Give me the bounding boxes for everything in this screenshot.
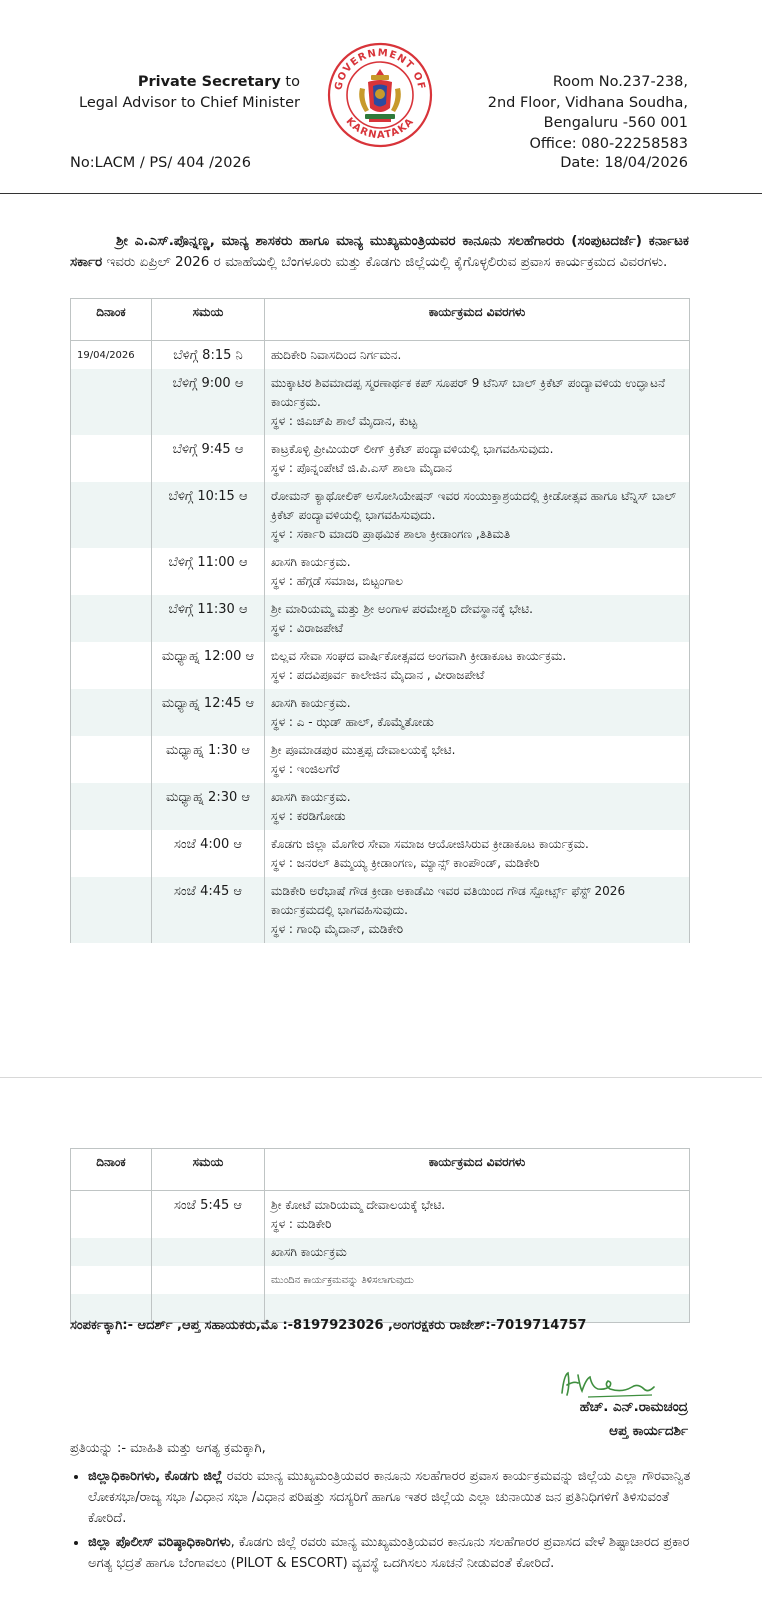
row-date	[71, 736, 152, 783]
recipient-name: ಜಿಲ್ಲಾ ಪೊಲೀಸ್ ವರಿಷ್ಠಾಧಿಕಾರಿಗಳು	[88, 1535, 231, 1550]
row-time: ಬೆಳಿಗ್ಗೆ 11:00 ಆ	[152, 548, 265, 595]
event-description: ಹುದಿಕೇರಿ ನಿವಾಸದಿಂದ ನಿರ್ಗಮನ.	[271, 348, 402, 362]
signatory-name: ಹೆಚ್. ಎನ್.ರಾಮಚಂದ್ರ	[579, 1399, 688, 1415]
row-time: ಮಧ್ಯಾಹ್ನ 1:30 ಆ	[152, 736, 265, 783]
schedule-row	[71, 341, 690, 370]
event-description: ಶ್ರೀ ಪೂಮಾಡಪುರ ಮುತ್ತಪ್ಪ ದೇವಾಲಯಕ್ಕೆ ಭೇಟಿ.	[271, 743, 456, 757]
row-date	[71, 1238, 152, 1266]
col-header-details: ಕಾರ್ಯಕ್ರಮದ ವಿವರಗಳು	[265, 299, 690, 341]
event-venue: ಸ್ಥಳ : ಪೊನ್ನಂಪೇಟೆ ಜಿ.ಪಿ.ಎಸ್ ಶಾಲಾ ಮೈದಾನ	[271, 461, 452, 475]
event-venue: ಸ್ಥಳ : ಮಡಿಕೇರಿ	[271, 1217, 332, 1231]
intro-dignitary: ಶ್ರೀ ಎ.ಎಸ್.ಪೊನ್ನಣ್ಣ, ಮಾನ್ಯ ಶಾಸಕರು ಹಾಗೂ ಮಾನ್ಯ ಮುಖ್ಯಮಂತ್ರಿಯವರ ಕಾನೂನು ಸಲಹೆಗಾರರು (ಸಂಪುಟದರ್ಜೆ) ಕರ್ನಾಟಕ ಸರ್ಕಾರ	[70, 233, 689, 270]
schedule-table-continued	[70, 1148, 690, 1323]
recipient-instruction: , ಕೊಡಗು ಜಿಲ್ಲೆ ರವರು ಮಾನ್ಯ ಮುಖ್ಯಮಂತ್ರಿಯವರ ಕಾನೂನು ಸಲಹೆಗಾರರ ಪ್ರವಾಸದ ವೇಳೆ ಶಿಷ್ಟಾಚಾರದ ಪ್ರಕಾರ ಅಗತ್ಯ ಭದ್ರತೆ ಹಾಗೂ ಬೆಂಗಾವಲು (PILOT & ESCORT) ವ್ಯವಸ್ಥೆ ಒದಗಿಸಲು ಸೂಚನೆ ನೀಡುವಂತೆ ಕೋರಿದೆ.	[88, 1535, 690, 1571]
row-date	[71, 783, 152, 830]
address-line: Room No.237-238,	[552, 74, 688, 90]
address-line: 2nd Floor, Vidhana Soudha,	[487, 94, 688, 111]
row-date	[71, 642, 152, 689]
schedule-body	[71, 341, 690, 944]
schedule-row	[71, 830, 690, 877]
office-phone: Office: 080-22258583	[529, 135, 688, 152]
row-time: ಬೆಳಿಗ್ಗೆ 10:15 ಆ	[152, 482, 265, 548]
row-date	[71, 830, 152, 877]
event-description: ರೋಮನ್ ಕ್ಯಾಥೋಲಿಕ್ ಅಸೋಸಿಯೇಷನ್ ಇವರ ಸಂಯುಕ್ತಾಶ್ರಯದಲ್ಲಿ ಕ್ರೀಡೋತ್ಸವ ಹಾಗೂ ಟೆನ್ನಿಸ್ ಬಾಲ್ ಕ್ರಿಕೆಟ್ ಪಂದ್ಯಾವಳಿಯಲ್ಲಿ ಭಾಗವಹಿಸುವುದು.	[271, 489, 677, 522]
row-details	[265, 482, 690, 548]
event-description: ಮುಂದಿನ ಕಾರ್ಯಕ್ರಮವನ್ನು ತಿಳಿಸಲಾಗುವುದು	[271, 1275, 414, 1286]
event-venue: ಸ್ಥಳ : ಎ - ಝಡ್ ಹಾಲ್, ಕೊಮ್ಮೆತೋಡು	[271, 715, 434, 729]
row-details	[265, 1191, 690, 1239]
event-description: ಮಡಿಕೇರಿ ಅರೆಭಾಷೆ ಗೌಡ ಕ್ರೀಡಾ ಅಕಾಡೆಮಿ ಇವರ ವತಿಯಿಂದ ಗೌಡ ಸ್ಪೋರ್ಟ್ಸ್ ಫೆಸ್ಟ್ 2026 ಕಾರ್ಯಕ್ರಮದಲ್ಲಿ ಭಾಗವಹಿಸುವುದು.	[271, 884, 626, 917]
row-time: ಸಂಜೆ 4:45 ಆ	[152, 877, 265, 943]
row-date	[71, 369, 152, 435]
row-date	[71, 482, 152, 548]
header-divider	[0, 193, 762, 194]
svg-text:GOVERNMENT OF: GOVERNMENT OF	[333, 47, 427, 92]
row-time: ಮಧ್ಯಾಹ್ನ 2:30 ಆ	[152, 783, 265, 830]
government-seal-icon	[327, 42, 433, 148]
schedule-row	[71, 877, 690, 943]
row-time: ಸಂಜೆ 5:45 ಆ	[152, 1191, 265, 1239]
event-venue: ಸ್ಥಳ : ಹೆಗ್ಗಡೆ ಸಮಾಜ, ಬಿಟ್ಟಂಗಾಲ	[271, 574, 403, 588]
row-details	[265, 642, 690, 689]
recipient-instruction: ರವರು ಮಾನ್ಯ ಮುಖ್ಯಮಂತ್ರಿಯವರ ಕಾನೂನು ಸಲಹೆಗಾರರ ಪ್ರವಾಸ ಕಾರ್ಯಕ್ರಮವನ್ನು ಜಿಲ್ಲೆಯ ಎಲ್ಲಾ ಗೌರವಾನ್ವಿತ ಲೋಕಸಭಾ/ರಾಜ್ಯ ಸಭಾ /ವಿಧಾನ ಸಭಾ /ವಿಧಾನ ಪರಿಷತ್ತು ಸದಸ್ಯರಿಗೆ ಹಾಗೂ ಇತರ ಜಿಲ್ಲೆಯ ಎಲ್ಲಾ ಚುನಾಯಿತ ಜನ ಪ್ರತಿನಿಧಿಗಳಿಗೆ ತಿಳಿಸುವಂತೆ ಕೋರಿದೆ.	[88, 1469, 691, 1526]
row-details	[265, 595, 690, 642]
event-description: ಖಾಸಗಿ ಕಾರ್ಯಕ್ರಮ	[271, 1245, 347, 1259]
col-header-date: ದಿನಾಂಕ	[71, 299, 152, 341]
row-date	[71, 595, 152, 642]
schedule-row	[71, 1191, 690, 1239]
sender-title: Private Secretary	[137, 74, 281, 90]
row-time: ಬೆಳಿಗ್ಗೆ 9:00 ಆ	[152, 369, 265, 435]
row-details	[265, 435, 690, 482]
event-description: ಮುಕ್ಕಾಟಿರ ಶಿವಮಾದಪ್ಪ ಸ್ಮರಣಾರ್ಥಕ ಕಪ್ ಸೂಪರ್ 9 ಟೆನಿಸ್ ಬಾಲ್ ಕ್ರಿಕೆಟ್ ಪಂದ್ಯಾವಳಿಯ ಉದ್ಘಾಟನೆ ಕಾರ್ಯಕ್ರಮ.	[271, 376, 666, 409]
row-time: ಸಂಜೆ 4:00 ಆ	[152, 830, 265, 877]
reference-number: No:LACM / PS/ 404 /2026	[70, 155, 251, 171]
row-date	[71, 1266, 152, 1294]
event-venue: ಸ್ಥಳ : ಇಂಜಿಲಗೆರೆ	[271, 762, 340, 776]
event-venue: ಸ್ಥಳ : ಜನರಲ್ ತಿಮ್ಮಯ್ಯ ಕ್ರೀಡಾಂಗಣ, ಮ್ಯಾನ್ಸ್ ಕಾಂಪೌಂಡ್, ಮಡಿಕೇರಿ	[271, 856, 540, 870]
col-header-details: ಕಾರ್ಯಕ್ರಮದ ವಿವರಗಳು	[265, 1149, 690, 1191]
recipient-list	[70, 1466, 707, 1577]
schedule-row	[71, 1266, 690, 1294]
event-description	[271, 1299, 683, 1318]
sender-block	[0, 72, 300, 114]
event-venue: ಸ್ಥಳ : ಜಿಎಚ್‌ಪಿ ಶಾಲೆ ಮೈದಾನ, ಕುಟ್ಟ	[271, 414, 418, 428]
schedule-body	[71, 1191, 690, 1323]
recipient-item	[88, 1532, 707, 1574]
event-venue: ಸ್ಥಳ : ವಿರಾಜಪೇಟೆ	[271, 621, 344, 635]
row-details	[265, 548, 690, 595]
recipient-item	[88, 1466, 707, 1529]
event-venue: ಸ್ಥಳ : ಗಾಂಧಿ ಮೈದಾನ್, ಮಡಿಕೇರಿ	[271, 922, 404, 936]
col-header-time: ಸಮಯ	[152, 1149, 265, 1191]
schedule-row	[71, 783, 690, 830]
event-description: ಕೊಡಗು ಜಿಲ್ಲಾ ಮೊಗೇರ ಸೇವಾ ಸಮಾಜ ಆಯೋಜಿಸಿರುವ ಕ್ರೀಡಾಕೂಟ ಕಾರ್ಯಕ್ರಮ.	[271, 837, 589, 851]
col-header-time: ಸಮಯ	[152, 299, 265, 341]
copy-to-line: ಪ್ರತಿಯನ್ನು :- ಮಾಹಿತಿ ಮತ್ತು ಅಗತ್ಯ ಕ್ರಮಕ್ಕಾಗಿ,	[70, 1441, 266, 1456]
schedule-row	[71, 548, 690, 595]
row-time: ಬೆಳಿಗ್ಗೆ 11:30 ಆ	[152, 595, 265, 642]
row-time: ಮಧ್ಯಾಹ್ನ 12:00 ಆ	[152, 642, 265, 689]
event-venue: ಸ್ಥಳ : ಪದವಿಪೂರ್ವ ಕಾಲೇಜಿನ ಮೈದಾನ , ವೀರಾಜಪೇಟೆ	[271, 668, 485, 682]
event-description: ಶ್ರೀ ಮಾರಿಯಮ್ಮ ಮತ್ತು ಶ್ರೀ ಅಂಗಾಳ ಪರಮೇಶ್ವರಿ ದೇವಸ್ಥಾನಕ್ಕೆ ಭೇಟಿ.	[271, 602, 533, 616]
row-details	[265, 783, 690, 830]
event-description: ಕಾಟ್ರಕೊಳ್ಳಿ ಪ್ರೀಮಿಯರ್ ಲೀಗ್ ಕ್ರಿಕೆಟ್ ಪಂದ್ಯಾವಳಿಯಲ್ಲಿ ಭಾಗವಹಿಸುವುದು.	[271, 442, 554, 456]
event-description: ಶ್ರೀ ಕೋಟೆ ಮಾರಿಯಮ್ಮ ದೇವಾಲಯಕ್ಕೆ ಭೇಟಿ.	[271, 1198, 446, 1212]
address-line: Bengaluru -560 001	[543, 115, 688, 131]
event-venue: ಸ್ಥಳ : ಸರ್ಕಾರಿ ಮಾದರಿ ಪ್ರಾಥಮಿಕ ಶಾಲಾ ಕ್ರೀಡಾಂಗಣ ,ತಿತಿಮತಿ	[271, 527, 511, 541]
row-date	[71, 435, 152, 482]
intro-paragraph	[70, 231, 689, 273]
row-date	[71, 548, 152, 595]
event-description: ಖಾಸಗಿ ಕಾರ್ಯಕ್ರಮ.	[271, 696, 351, 710]
row-details	[265, 1238, 690, 1266]
row-details	[265, 736, 690, 783]
schedule-table	[70, 298, 690, 943]
schedule-row	[71, 595, 690, 642]
row-details	[265, 341, 690, 370]
schedule-row	[71, 435, 690, 482]
event-venue: ಸ್ಥಳ : ಕರಡಿಗೋಡು	[271, 809, 346, 823]
row-time	[152, 1238, 265, 1266]
contact-line: ಸಂಪರ್ಕಕ್ಕಾಗಿ:- ಆದರ್ಶ್ ,ಆಪ್ತ ಸಹಾಯಕರು,ಮೊ :-8197923026 ,ಅಂಗರಕ್ಷಕರು ರಾಜೇಶ್:-7019714757	[70, 1318, 587, 1333]
row-details	[265, 830, 690, 877]
schedule-row	[71, 482, 690, 548]
event-description: ಬಿಲ್ಲವ ಸೇವಾ ಸಂಘದ ವಾರ್ಷಿಕೋತ್ಸವದ ಅಂಗವಾಗಿ ಕ್ರೀಡಾಕೂಟ ಕಾರ್ಯಕ್ರಮ.	[271, 649, 567, 663]
row-date	[71, 1191, 152, 1239]
signature-icon	[558, 1367, 658, 1401]
sender-office: Legal Advisor to Chief Minister	[79, 95, 300, 111]
row-time	[152, 1266, 265, 1294]
row-details	[265, 369, 690, 435]
letter-date: Date: 18/04/2026	[560, 155, 688, 171]
row-time: ಬೆಳಿಗ್ಗೆ 8:15 ನಿ	[152, 341, 265, 370]
row-date: 19/04/2026	[71, 341, 152, 370]
schedule-row	[71, 369, 690, 435]
intro-text: ಇವರು ಏಪ್ರಿಲ್ 2026 ರ ಮಾಹೆಯಲ್ಲಿ ಬೆಂಗಳೂರು ಮತ್ತು ಕೊಡಗು ಜಿಲ್ಲೆಯಲ್ಲಿ ಕೈಗೊಳ್ಳಲಿರುವ ಪ್ರವಾಸ ಕಾರ್ಯಕ್ರಮದ ವಿವರಗಳು.	[102, 254, 668, 270]
recipient-name: ಜಿಲ್ಲಾಧಿಕಾರಿಗಳು, ಕೊಡಗು ಜಿಲ್ಲೆ	[88, 1469, 223, 1484]
schedule-row	[71, 1238, 690, 1266]
schedule-row	[71, 736, 690, 783]
row-details	[265, 689, 690, 736]
row-time: ಬೆಳಿಗ್ಗೆ 9:45 ಆ	[152, 435, 265, 482]
row-date	[71, 877, 152, 943]
row-details	[265, 1266, 690, 1294]
event-description: ಖಾಸಗಿ ಕಾರ್ಯಕ್ರಮ.	[271, 790, 351, 804]
page-break	[0, 1077, 762, 1078]
schedule-row	[71, 642, 690, 689]
row-date	[71, 689, 152, 736]
schedule-row	[71, 689, 690, 736]
row-time: ಮಧ್ಯಾಹ್ನ 12:45 ಆ	[152, 689, 265, 736]
sender-title-suffix: to	[280, 74, 300, 90]
svg-text:KARNATAKA: KARNATAKA	[343, 115, 417, 142]
office-address	[440, 72, 688, 154]
col-header-date: ದಿನಾಂಕ	[71, 1149, 152, 1191]
signatory-designation: ಆಪ್ತ ಕಾರ್ಯದರ್ಶಿ	[609, 1423, 688, 1439]
row-details	[265, 877, 690, 943]
event-description: ಖಾಸಗಿ ಕಾರ್ಯಕ್ರಮ.	[271, 555, 351, 569]
